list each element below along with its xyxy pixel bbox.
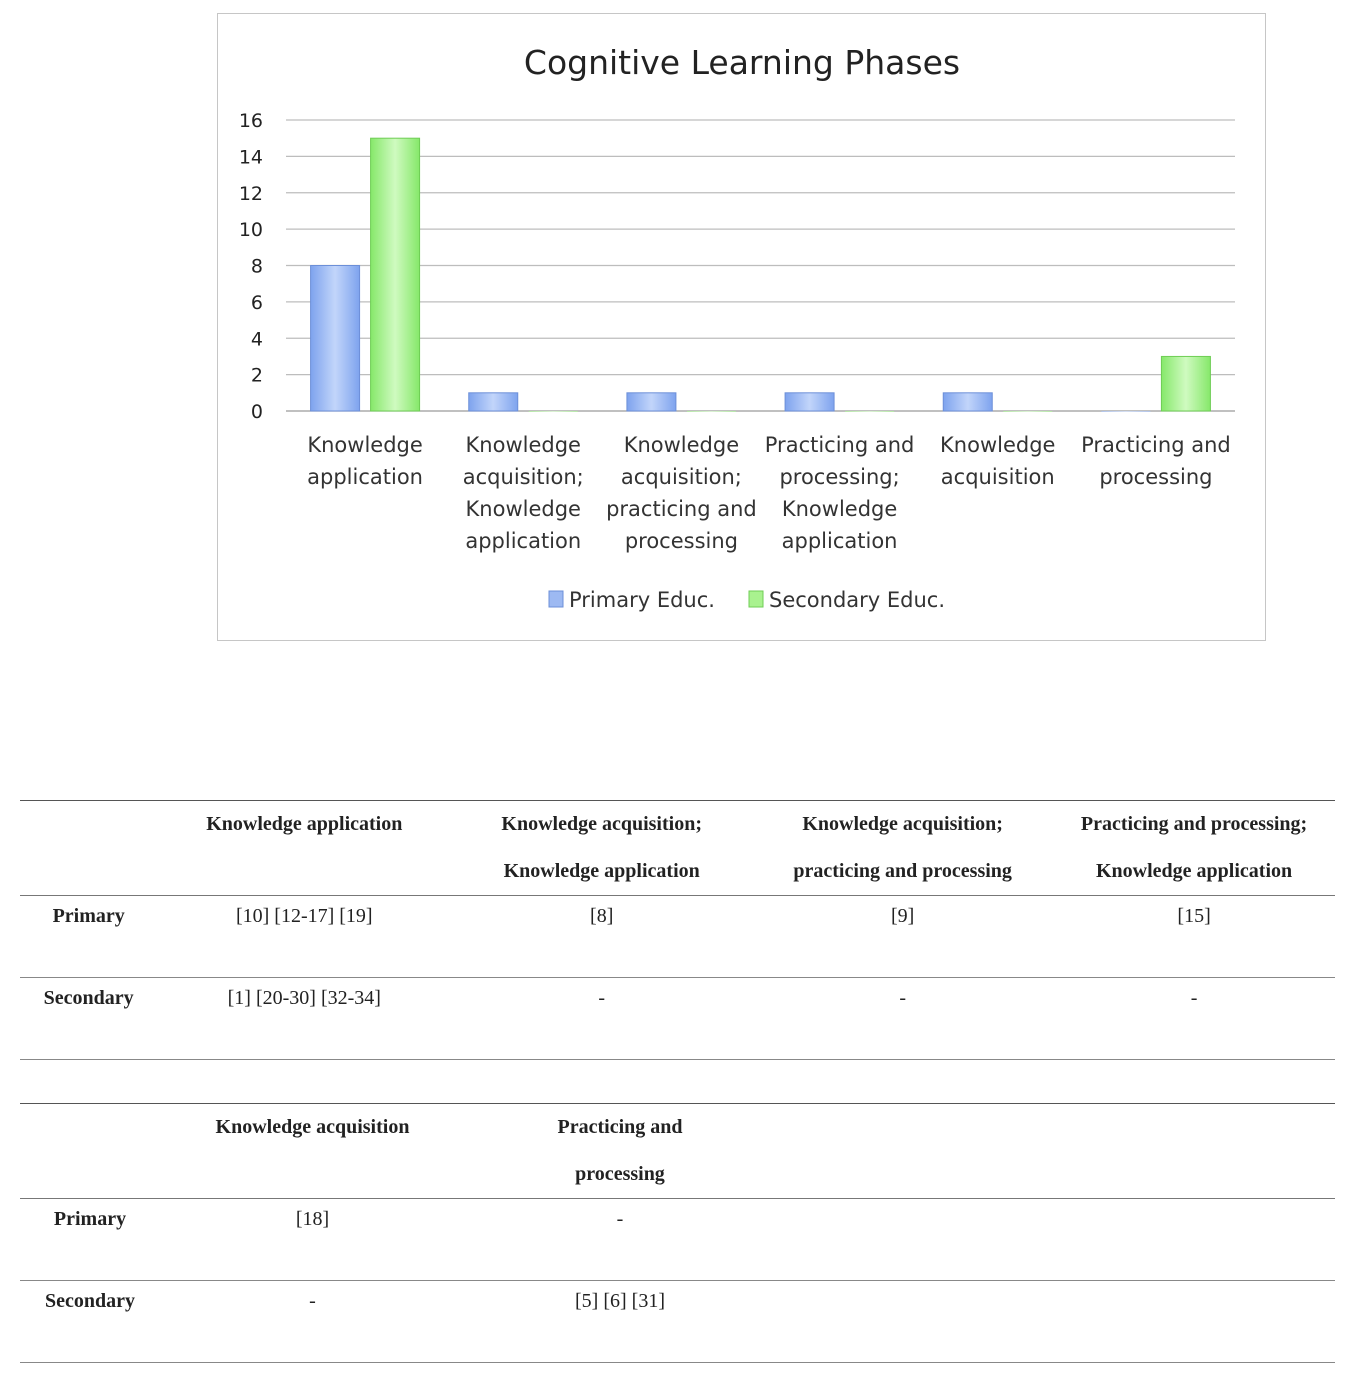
empty-cell	[775, 1199, 1335, 1281]
table-cell: [5] [6] [31]	[575, 1290, 665, 1312]
bar-primary	[1101, 411, 1150, 412]
bar-primary	[311, 266, 360, 412]
bar-primary	[469, 393, 518, 411]
y-tick-label: 2	[250, 364, 263, 387]
table-cell: -	[598, 987, 606, 1009]
empty-header	[775, 1104, 1335, 1199]
table-row	[20, 978, 1335, 1060]
bar-secondary	[687, 411, 736, 412]
y-tick-label: 10	[238, 219, 263, 242]
x-category-label: Knowledge acquisition	[940, 433, 1056, 489]
bar-primary	[943, 393, 992, 411]
table-row	[20, 1199, 1335, 1281]
bar-chart	[218, 14, 1267, 642]
column-header: Practicing and processing; Knowledge application	[1080, 813, 1308, 882]
column-header: Knowledge acquisition; Knowledge application	[501, 813, 702, 882]
x-category-label: Practicing and processing; Knowledge application	[764, 433, 915, 553]
table-cell: [8]	[590, 905, 614, 927]
column-header: Knowledge application	[206, 813, 403, 835]
legend-swatch	[749, 591, 763, 607]
y-tick-label: 6	[250, 291, 263, 314]
row-label: Primary	[53, 1208, 127, 1230]
column-header: Knowledge acquisition; practicing and processing	[793, 813, 1012, 882]
legend	[549, 588, 945, 612]
bar-primary	[785, 393, 834, 411]
legend-swatch	[549, 591, 563, 607]
column-header: Knowledge acquisition	[215, 1116, 410, 1138]
row-label: Primary	[52, 905, 125, 927]
x-category-label: Knowledge acquisition; practicing and processing	[606, 433, 757, 553]
table-cell: -	[309, 1290, 316, 1312]
bar-secondary	[1161, 356, 1210, 411]
references-table-2	[20, 1103, 1335, 1363]
table-cell: [10] [12-17] [19]	[235, 905, 373, 927]
table-cell: [1] [20-30] [32-34]	[227, 987, 381, 1009]
legend-label: Secondary Educ.	[769, 588, 946, 612]
row-label: Secondary	[43, 987, 134, 1009]
bar-secondary	[845, 411, 894, 412]
x-category-label: Practicing and processing	[1081, 433, 1231, 489]
table-header-row	[20, 801, 1335, 896]
y-tick-label: 14	[238, 146, 263, 169]
column-header: Practicing and processing	[557, 1116, 683, 1185]
gridlines	[286, 120, 1235, 411]
table-cell: [18]	[295, 1208, 330, 1230]
y-tick-label: 0	[250, 401, 263, 423]
table-cell: -	[616, 1208, 624, 1230]
y-axis-ticks	[239, 110, 263, 423]
bar-secondary	[1003, 411, 1052, 412]
row-label: Secondary	[45, 1290, 135, 1312]
table-row	[20, 1281, 1335, 1363]
y-tick-label: 4	[250, 328, 263, 351]
empty-cell	[775, 1281, 1335, 1363]
table-cell: [15]	[1177, 905, 1211, 927]
bar-secondary	[371, 138, 420, 411]
table-cell: -	[1190, 987, 1198, 1009]
references-table-1	[20, 800, 1335, 1060]
y-tick-label: 8	[250, 255, 263, 278]
y-tick-label: 12	[238, 182, 263, 205]
x-axis-categories	[307, 433, 1231, 553]
bar-primary	[627, 393, 676, 411]
table-cell: [9]	[891, 905, 915, 927]
bars	[311, 138, 1211, 411]
table-cell: -	[899, 987, 906, 1009]
x-category-label: Knowledge application	[307, 433, 424, 489]
corner-cell	[20, 801, 157, 896]
bar-secondary	[529, 411, 578, 412]
corner-cell	[20, 1104, 160, 1199]
legend-label: Primary Educ.	[569, 588, 715, 612]
table-header-row	[20, 1104, 1335, 1199]
y-tick-label: 16	[238, 110, 263, 132]
x-category-label: Knowledge acquisition; Knowledge application	[462, 433, 584, 553]
table-row	[20, 896, 1335, 978]
chart-container	[217, 13, 1266, 641]
chart-title: Cognitive Learning Phases	[523, 43, 961, 82]
